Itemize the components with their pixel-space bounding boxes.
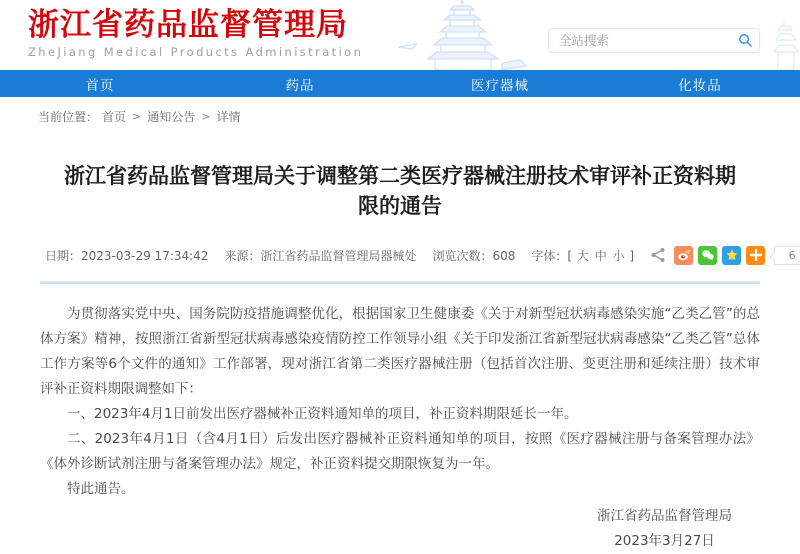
signature-date: 2023年3月27日 — [614, 532, 715, 549]
search-input[interactable] — [549, 33, 731, 48]
font-size-label-close: ] — [629, 248, 635, 263]
meta-views: 浏览次数：608 — [432, 248, 516, 263]
share-weibo-icon[interactable] — [674, 246, 693, 265]
breadcrumb-notices-link[interactable]: 通知公告 — [147, 110, 196, 124]
breadcrumb-separator: > — [201, 110, 211, 123]
site-search — [548, 28, 760, 53]
body-paragraph: 为贯彻落实党中央、国务院防疫措施调整优化，根据国家卫生健康委《关于对新型冠状病毒感染实施“乙类乙管”的总体方案》精神，按照浙江省新型冠状病毒感染疫情防控工作领导小组《关于印发浙江省新型冠状病毒感染“乙类乙管”总体工作方案等6个文件的通知》工作部署，现对浙江省第二类医疗器械注册（包括首次注册、变更注册和延续注册）技术审评补正资料期限调整如下： — [40, 305, 760, 397]
meta-source: 来源：浙江省药品监督管理局器械处 — [224, 248, 417, 263]
breadcrumb-current: 详情 — [216, 110, 241, 124]
signature-block — [40, 504, 760, 554]
share-wechat-icon[interactable] — [698, 246, 717, 265]
breadcrumb-prefix: 当前位置： — [38, 110, 99, 124]
font-size-label: 字体：[ — [531, 248, 573, 263]
article-meta — [40, 246, 796, 265]
meta-date: 日期：2023-03-29 17:34:42 — [45, 248, 209, 263]
site-header — [0, 0, 800, 70]
article — [0, 161, 800, 554]
nav-item-cosmetics[interactable]: 化妆品 — [678, 77, 722, 94]
search-icon — [738, 33, 753, 48]
article-title: 浙江省药品监督管理局关于调整第二类医疗器械注册技术审评补正资料期限的通告 — [64, 164, 736, 219]
article-body — [40, 302, 760, 554]
share-qzone-icon[interactable] — [722, 246, 741, 265]
signature-org: 浙江省药品监督管理局 — [597, 507, 732, 524]
font-size-small-button[interactable]: 小 — [612, 248, 625, 263]
share-count-badge: 6 — [774, 246, 800, 265]
site-title: 浙江省药品监督管理局 — [28, 7, 348, 43]
font-size-large-button[interactable]: 大 — [576, 248, 589, 263]
breadcrumb-home-link[interactable]: 首页 — [102, 110, 127, 124]
body-paragraph: 一、2023年4月1日前发出医疗器械补正资料通知单的项目，补正资料期限延长一年。 — [67, 405, 578, 422]
search-button[interactable] — [731, 29, 759, 52]
share-more-icon[interactable] — [746, 246, 765, 265]
pagoda-watermark-illustration — [398, 0, 528, 70]
nav-item-medical-devices[interactable]: 医疗器械 — [471, 77, 529, 94]
nav-item-drugs[interactable]: 药品 — [285, 77, 315, 94]
main-nav — [0, 70, 800, 97]
body-paragraph: 二、2023年4月1日（含4月1日）后发出医疗器械补正资料通知单的项目，按照《医疗器械注册与备案管理办法》《体外诊断试剂注册与备案管理办法》规定，补正资料提交期限恢复为一年。 — [40, 430, 760, 472]
pagoda-watermark-small — [770, 22, 800, 70]
body-paragraph: 特此通告。 — [67, 480, 135, 497]
content-divider — [40, 281, 760, 284]
site-logo[interactable] — [28, 8, 363, 59]
share-toolbar — [650, 246, 800, 265]
nav-item-home[interactable]: 首页 — [85, 77, 115, 94]
share-icon[interactable] — [650, 247, 666, 263]
font-size-medium-button[interactable]: 中 — [594, 248, 607, 263]
breadcrumb — [0, 97, 800, 135]
site-subtitle: ZheJiang Medical Products Administration — [28, 45, 364, 59]
font-size-control — [531, 247, 634, 264]
breadcrumb-separator: > — [132, 110, 142, 123]
